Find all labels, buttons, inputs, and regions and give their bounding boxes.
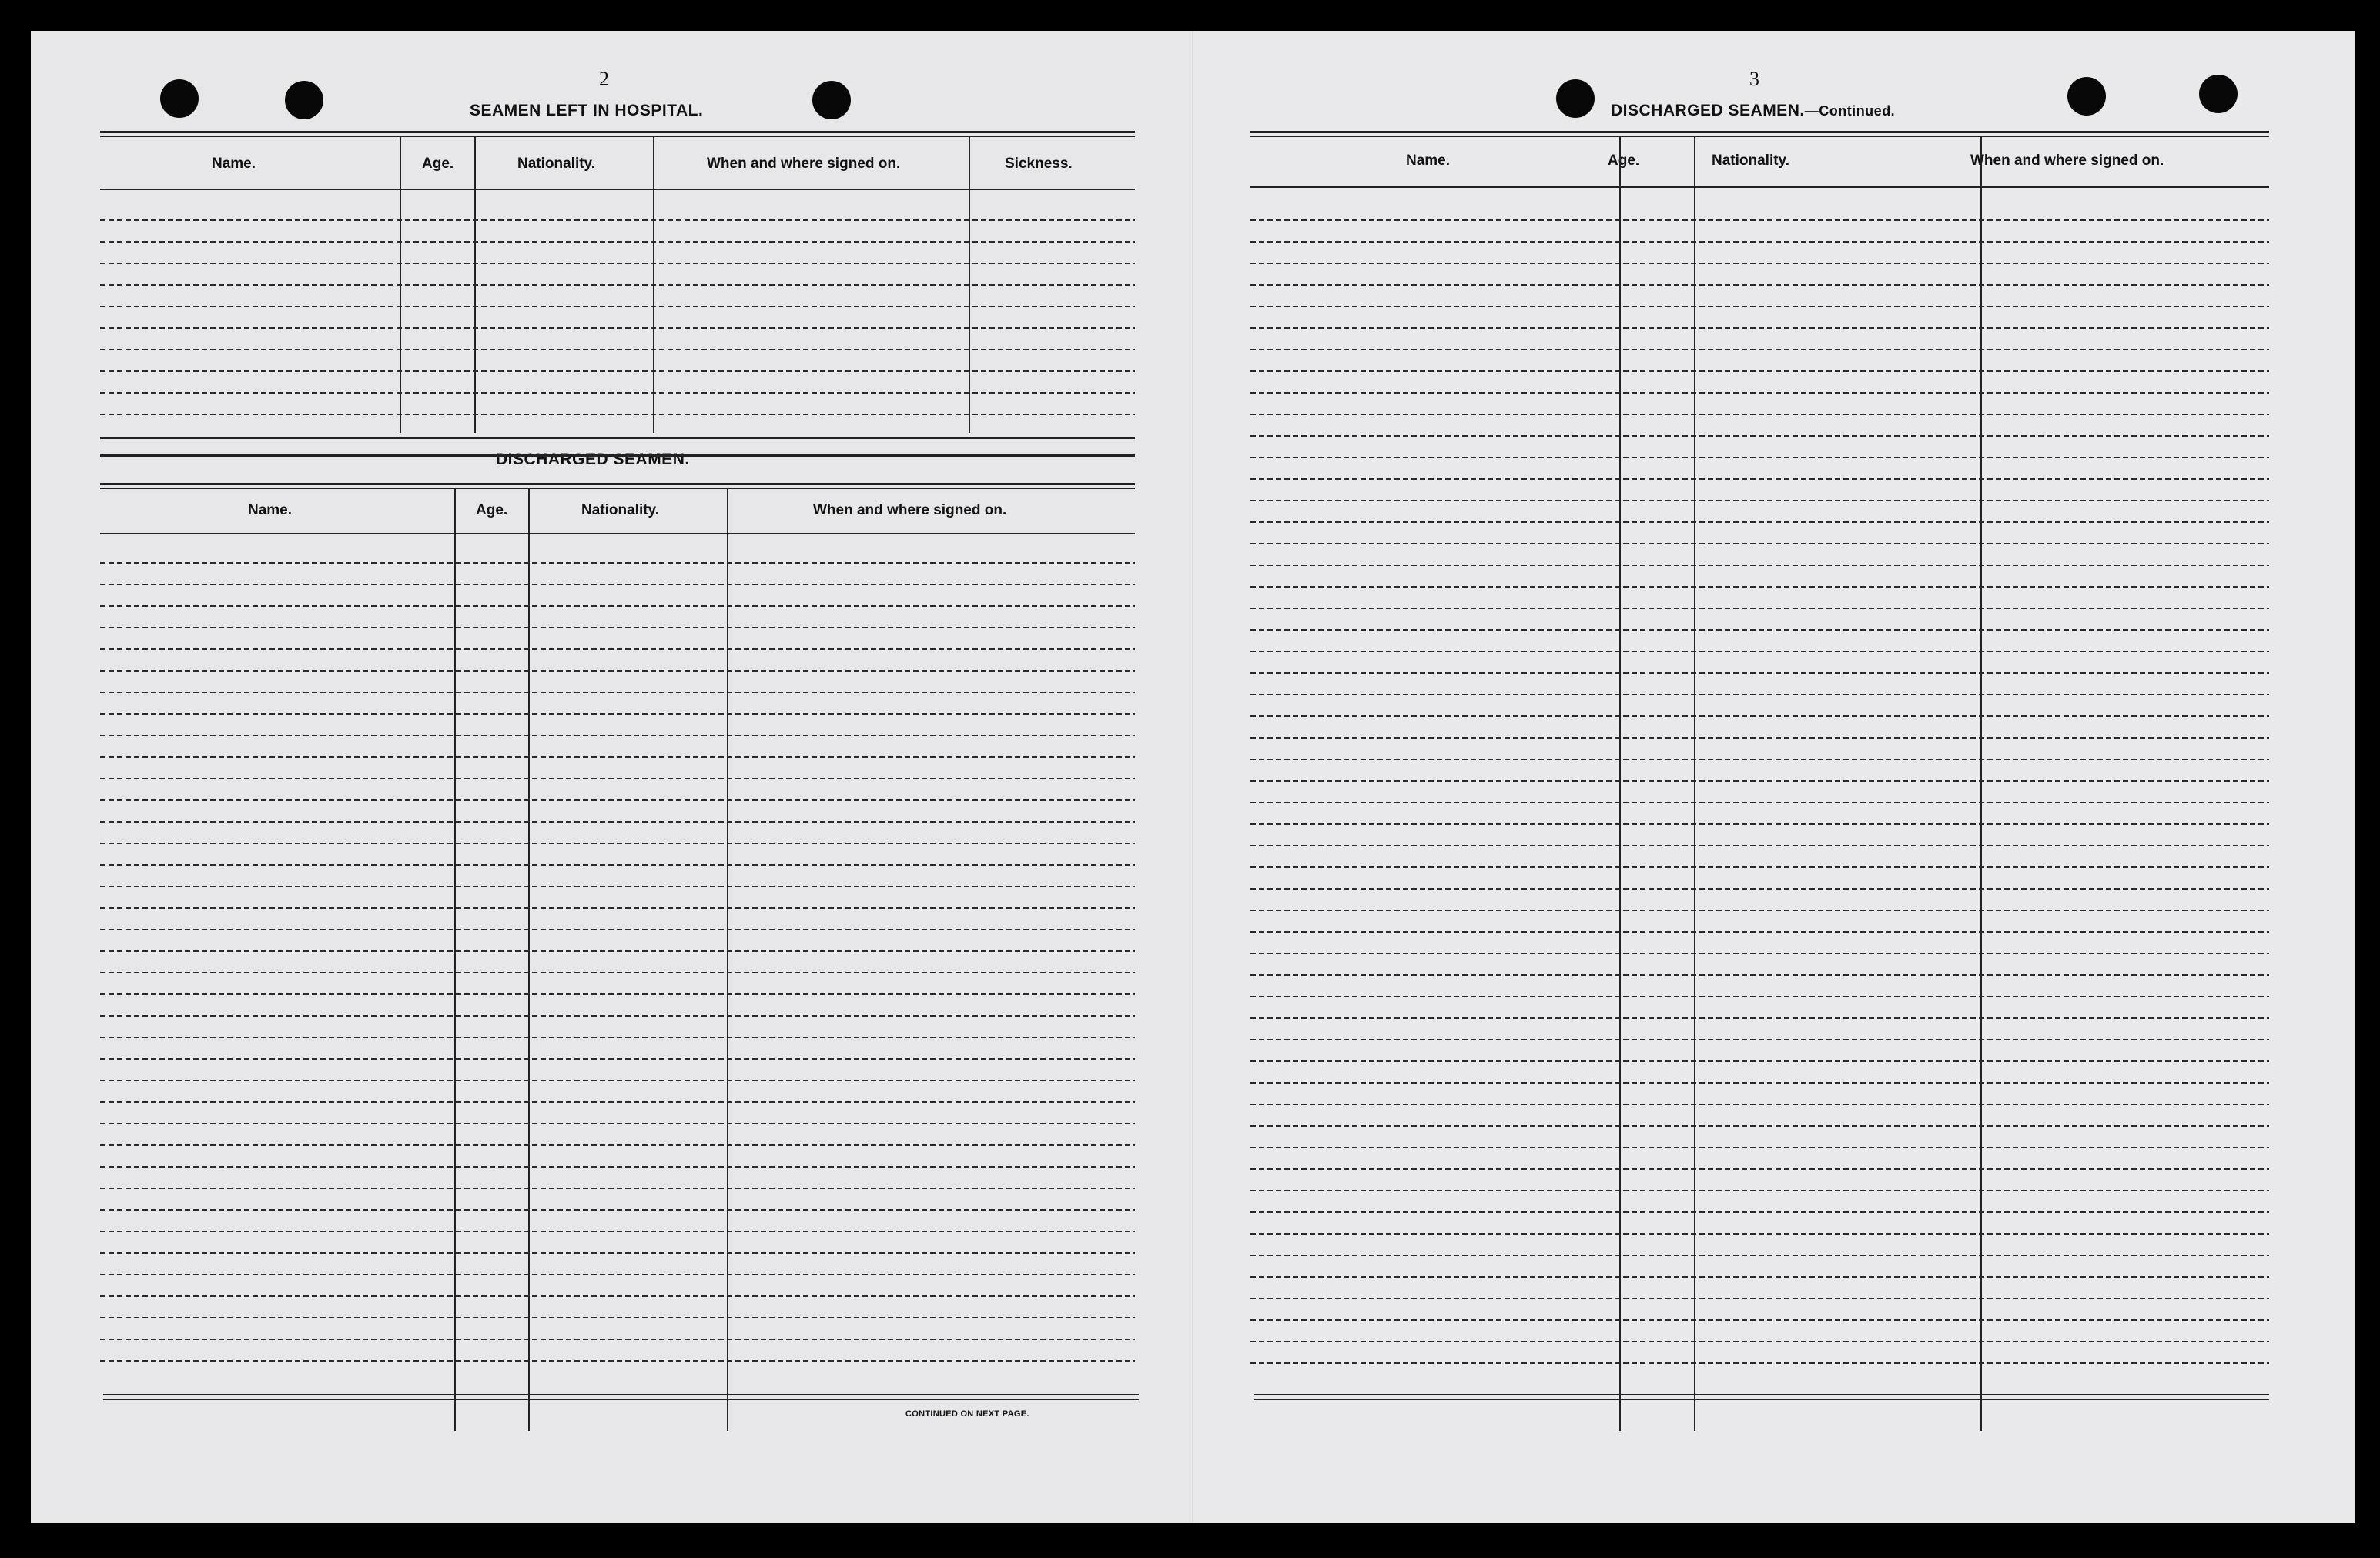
ruled-row: [100, 692, 1135, 693]
punch-hole: [812, 81, 851, 119]
page-number: 2: [599, 68, 609, 90]
ruled-row: [100, 605, 1135, 607]
ruled-row: [100, 1144, 1135, 1146]
ruled-row: [1250, 1147, 2269, 1148]
ruled-row: [1250, 866, 2269, 868]
ruled-row: [1250, 370, 2269, 372]
ruled-row: [1250, 996, 2269, 997]
ruled-row: [1250, 349, 2269, 350]
ruled-row: [100, 1058, 1135, 1060]
discharged-col-age: Age.: [476, 502, 508, 518]
rule: [103, 1394, 1139, 1395]
ruled-row: [1250, 1362, 2269, 1364]
rule: [100, 131, 1135, 133]
continued-col-nationality: Nationality.: [1712, 152, 1789, 169]
hospital-col-sickness: Sickness.: [1005, 156, 1073, 172]
ruled-row: [100, 670, 1135, 672]
ruled-row: [1250, 1104, 2269, 1105]
rule: [103, 1399, 1139, 1400]
ruled-row: [100, 972, 1135, 973]
hospital-section-title: SEAMEN LEFT IN HOSPITAL.: [470, 102, 704, 119]
ruled-row: [1250, 263, 2269, 264]
rule: [100, 454, 1135, 457]
ruled-row: [1250, 565, 2269, 566]
ruled-row: [1250, 1319, 2269, 1321]
ruled-row: [1250, 608, 2269, 609]
punch-hole: [1556, 79, 1595, 118]
ruled-row: [1250, 737, 2269, 739]
ruled-row: [100, 778, 1135, 779]
rule: [100, 483, 1135, 485]
ruled-row: [100, 1037, 1135, 1038]
ruled-row: [100, 821, 1135, 823]
right-page: [1193, 31, 2355, 1523]
ruled-row: [100, 864, 1135, 866]
ruled-row: [1250, 888, 2269, 890]
ruled-row: [1250, 823, 2269, 825]
ruled-row: [1250, 845, 2269, 846]
ruled-row: [1250, 694, 2269, 695]
ruled-row: [100, 843, 1135, 844]
rule: [100, 488, 1135, 489]
ruled-row: [1250, 759, 2269, 760]
discharged-section-title: DISCHARGED SEAMEN.: [496, 451, 690, 468]
column-divider: [1694, 136, 1695, 1431]
ruled-row: [1250, 1341, 2269, 1342]
ruled-row: [100, 1209, 1135, 1211]
ruled-row: [1250, 241, 2269, 243]
rule: [100, 437, 1135, 439]
ruled-row: [100, 1015, 1135, 1017]
ruled-row: [100, 1295, 1135, 1297]
ruled-row: [100, 907, 1135, 909]
column-divider: [727, 488, 728, 1431]
ruled-row: [1250, 931, 2269, 933]
header-rule: [100, 533, 1135, 534]
ruled-row: [100, 648, 1135, 650]
punch-hole: [2067, 77, 2106, 116]
hospital-col-signed-on: When and where signed on.: [707, 156, 901, 172]
ruled-row: [1250, 414, 2269, 415]
ruled-row: [100, 306, 1135, 307]
hospital-col-nationality: Nationality.: [517, 156, 595, 172]
column-divider: [454, 488, 456, 1431]
ruled-row: [100, 370, 1135, 372]
ruled-row: [100, 1252, 1135, 1254]
ruled-row: [100, 1231, 1135, 1232]
ruled-row: [1250, 1060, 2269, 1062]
ruled-row: [1250, 500, 2269, 501]
ruled-row: [100, 392, 1135, 394]
ruled-row: [100, 327, 1135, 329]
discharged-col-nationality: Nationality.: [581, 502, 659, 518]
ruled-row: [100, 1317, 1135, 1318]
ruled-row: [100, 993, 1135, 995]
ruled-row: [100, 799, 1135, 801]
ruled-row: [1250, 219, 2269, 221]
rule: [100, 136, 1135, 137]
ruled-row: [100, 1123, 1135, 1124]
punch-hole: [2199, 75, 2238, 113]
ruled-row: [100, 1360, 1135, 1362]
ruled-row: [1250, 672, 2269, 674]
hospital-col-name: Name.: [212, 156, 256, 172]
ruled-row: [100, 1274, 1135, 1275]
ruled-row: [100, 1166, 1135, 1168]
ruled-row: [1250, 284, 2269, 286]
ruled-row: [1250, 586, 2269, 588]
ruled-row: [1250, 780, 2269, 782]
rule: [1254, 1394, 2269, 1395]
ruled-row: [100, 1188, 1135, 1189]
title-main: DISCHARGED SEAMEN.: [1611, 102, 1805, 119]
rule: [1250, 131, 2269, 133]
ruled-row: [1250, 1082, 2269, 1084]
ruled-row: [100, 584, 1135, 585]
ruled-row: [1250, 629, 2269, 631]
ruled-row: [100, 349, 1135, 350]
ruled-row: [100, 414, 1135, 415]
discharged-col-signed-on: When and where signed on.: [813, 502, 1007, 518]
ruled-row: [1250, 392, 2269, 394]
rule: [1250, 136, 2269, 137]
punch-hole: [285, 81, 323, 119]
ruled-row: [100, 263, 1135, 264]
ruled-row: [100, 929, 1135, 930]
continued-note: CONTINUED ON NEXT PAGE.: [905, 1409, 1029, 1419]
header-rule: [100, 189, 1135, 190]
ruled-row: [100, 241, 1135, 243]
column-divider: [528, 488, 530, 1431]
discharged-col-name: Name.: [248, 502, 293, 518]
discharged-continued-title: [1611, 102, 1895, 120]
page-number: 3: [1749, 68, 1759, 90]
ruled-row: [100, 219, 1135, 221]
ruled-row: [1250, 953, 2269, 954]
column-divider: [1619, 136, 1621, 1431]
ruled-row: [100, 627, 1135, 628]
ruled-row: [1250, 521, 2269, 523]
ruled-row: [100, 735, 1135, 736]
ruled-row: [100, 1339, 1135, 1340]
ruled-row: [1250, 1233, 2269, 1235]
left-page: [31, 31, 1193, 1523]
ruled-row: [1250, 1190, 2269, 1191]
header-rule: [1250, 186, 2269, 188]
ruled-row: [1250, 1255, 2269, 1256]
title-suffix: —Continued.: [1804, 103, 1896, 119]
ruled-row: [100, 562, 1135, 564]
ruled-row: [100, 950, 1135, 952]
rule: [1254, 1399, 2269, 1400]
continued-col-name: Name.: [1406, 152, 1451, 169]
ruled-row: [1250, 543, 2269, 544]
ruled-row: [100, 756, 1135, 758]
ruled-row: [1250, 1276, 2269, 1278]
ruled-row: [1250, 651, 2269, 652]
continued-col-age: Age.: [1608, 152, 1640, 169]
ruled-row: [1250, 1017, 2269, 1019]
ruled-row: [1250, 910, 2269, 911]
ruled-row: [1250, 306, 2269, 307]
ruled-row: [1250, 435, 2269, 437]
ruled-row: [1250, 1298, 2269, 1299]
ruled-row: [100, 713, 1135, 715]
ruled-row: [1250, 715, 2269, 717]
ruled-row: [1250, 478, 2269, 480]
ruled-row: [100, 886, 1135, 887]
ruled-row: [1250, 1168, 2269, 1170]
scanned-document: [31, 31, 2355, 1523]
ruled-row: [1250, 327, 2269, 329]
punch-hole: [160, 79, 199, 118]
ruled-row: [1250, 974, 2269, 976]
column-divider: [1980, 136, 1982, 1431]
ruled-row: [1250, 1039, 2269, 1040]
ruled-row: [100, 284, 1135, 286]
ruled-row: [1250, 457, 2269, 458]
ruled-row: [100, 1101, 1135, 1103]
ruled-row: [1250, 802, 2269, 803]
hospital-col-age: Age.: [422, 156, 454, 172]
ruled-row: [100, 1080, 1135, 1081]
continued-col-signed-on: When and where signed on.: [1970, 152, 2164, 169]
ruled-row: [1250, 1125, 2269, 1127]
ruled-row: [1250, 1211, 2269, 1213]
